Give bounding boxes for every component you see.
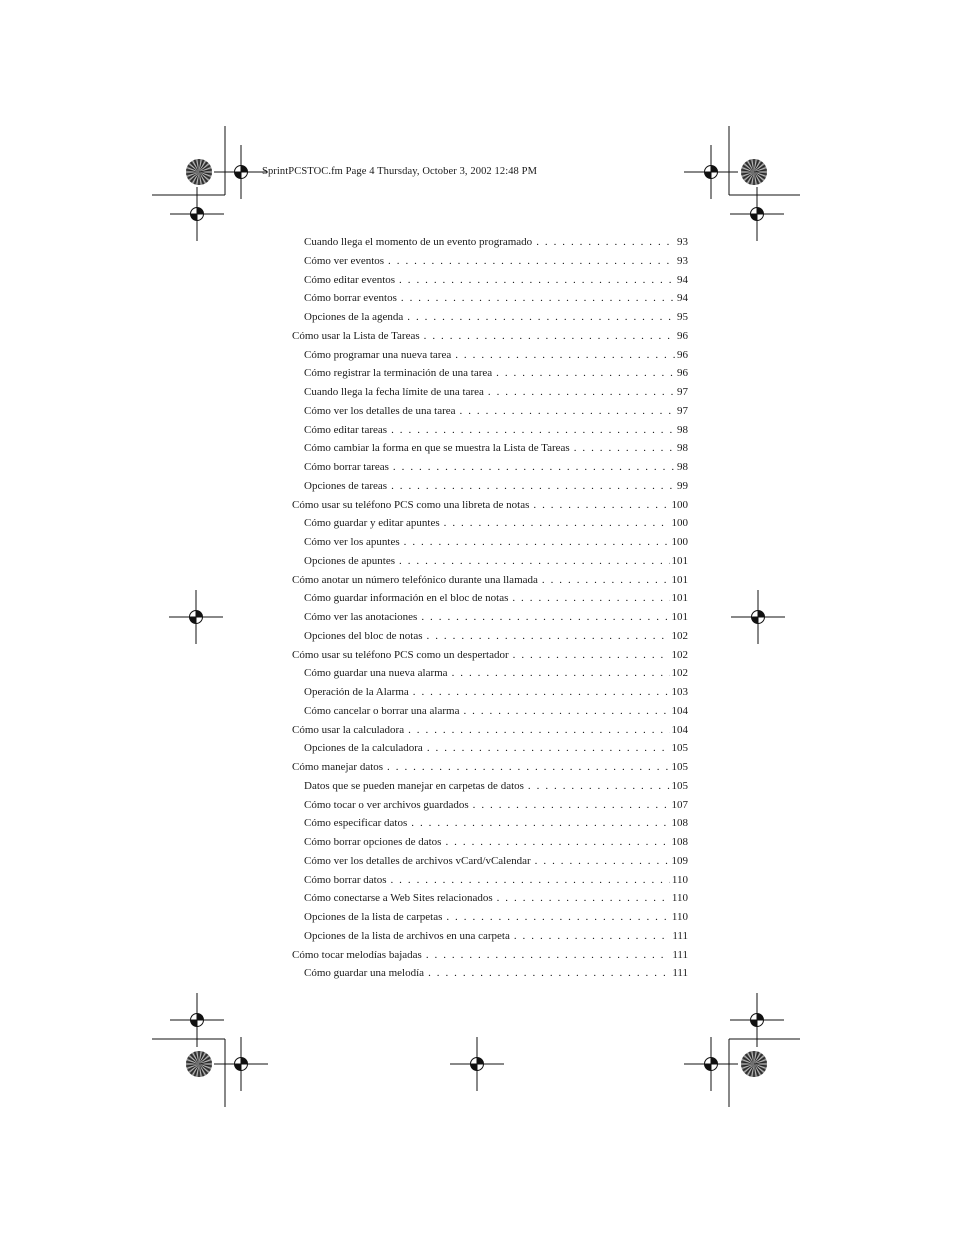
toc-dot-leader (421, 608, 669, 627)
starburst-target-icon (186, 159, 212, 185)
toc-entry-title: Cómo editar eventos (304, 273, 396, 286)
toc-entry (292, 439, 688, 458)
toc-entry-title: Operación de la Alarma (304, 686, 409, 698)
toc-entry-title: Cómo usar su teléfono PCS como un despertador (292, 648, 509, 661)
toc-entry (292, 646, 688, 665)
toc-entry-page: 95 (677, 311, 688, 323)
toc-entry (292, 383, 688, 402)
toc-entry-title: Cuando llega el momento de un evento programado (304, 236, 533, 248)
toc-entry-page: 97 (677, 386, 688, 398)
toc-entry-title: Opciones de la lista de carpetas (304, 911, 443, 923)
toc-dot-leader (391, 421, 675, 440)
toc-entry (292, 589, 688, 608)
toc-entry (292, 571, 688, 590)
toc-entry (292, 946, 688, 965)
toc-entry-title: Datos que se pueden manejar en carpetas de datos (304, 779, 524, 792)
toc-dot-leader (514, 927, 670, 946)
toc-dot-leader (444, 514, 670, 533)
starburst-target-icon (741, 159, 767, 185)
toc-entry (292, 533, 688, 552)
toc-entry (292, 496, 688, 515)
toc-entry (292, 252, 688, 271)
toc-entry-title: Cómo ver eventos (304, 254, 385, 267)
toc-entry-title: Opciones de apuntes (304, 554, 396, 567)
toc-entry (292, 683, 688, 702)
toc-dot-leader (533, 496, 669, 515)
toc-entry-title: Cómo usar su teléfono PCS como una libreta de notas (292, 498, 530, 511)
toc-entry-title: Cómo cancelar o borrar una alarma (304, 704, 460, 717)
toc-entry (292, 327, 688, 346)
toc-entry-page: 105 (671, 742, 688, 755)
toc-entry (292, 233, 688, 252)
registration-mark-icon (169, 590, 223, 644)
toc-entry-title: Cómo guardar una melodía (304, 967, 425, 980)
toc-entry-page: 108 (671, 817, 688, 830)
toc-dot-leader (497, 889, 670, 908)
toc-entry-page: 93 (677, 254, 688, 267)
toc-entry-title: Opciones de la calculadora (304, 742, 423, 755)
toc-entry-page: 102 (671, 629, 688, 642)
toc-dot-leader (446, 908, 670, 927)
toc-entry-page: 96 (677, 348, 688, 361)
toc-entry-page: 98 (677, 442, 688, 455)
toc-dot-leader (387, 758, 669, 777)
starburst-target-icon (186, 1051, 212, 1077)
toc-entry-title: Cómo guardar y editar apuntes (304, 517, 440, 530)
toc-entry (292, 271, 688, 290)
toc-entry-title: Cómo editar tareas (304, 423, 388, 436)
toc-dot-leader (536, 233, 675, 252)
toc-dot-leader (399, 271, 675, 290)
toc-entry (292, 552, 688, 571)
toc-entry-page: 102 (671, 667, 688, 680)
toc-entry-title: Cómo programar una nueva tarea (304, 348, 452, 361)
toc-entry (292, 758, 688, 777)
registration-mark-icon (684, 1037, 738, 1091)
toc-entry-title: Cómo anotar un número telefónico durante una llamada (292, 573, 538, 586)
toc-entry-page: 100 (671, 536, 688, 548)
toc-entry-page: 110 (671, 892, 688, 905)
toc-dot-leader (445, 833, 669, 852)
registration-mark-icon (214, 145, 268, 199)
toc-entry-title: Opciones de la lista de archivos en una carpeta (304, 929, 510, 942)
toc-dot-leader (427, 739, 670, 758)
toc-entry-title: Cómo ver los detalles de una tarea (304, 404, 456, 417)
registration-mark-icon (214, 1037, 268, 1091)
toc-entry-page: 98 (677, 423, 688, 436)
toc-dot-leader (535, 852, 670, 871)
toc-entry-page: 111 (672, 929, 688, 942)
toc-entry-title: Cómo usar la calculadora (292, 723, 405, 736)
toc-dot-leader (390, 871, 669, 890)
registration-mark-icon (684, 145, 738, 199)
toc-entry (292, 514, 688, 533)
toc-entry-title: Cómo cambiar la forma en que se muestra la Lista de Tareas (304, 442, 570, 455)
toc-entry-page: 104 (671, 704, 688, 717)
toc-entry-page: 96 (677, 329, 688, 342)
toc-dot-leader (496, 364, 675, 383)
toc-entry (292, 739, 688, 758)
toc-dot-leader (455, 346, 675, 365)
registration-mark-icon (731, 590, 785, 644)
toc-entry (292, 871, 688, 890)
toc-entry (292, 402, 688, 421)
toc-dot-leader (413, 683, 670, 702)
toc-entry (292, 308, 688, 327)
toc-entry-title: Cómo conectarse a Web Sites relacionados (304, 892, 493, 905)
toc-dot-leader (424, 327, 675, 346)
toc-entry (292, 608, 688, 627)
toc-entry (292, 852, 688, 871)
toc-entry (292, 796, 688, 815)
toc-entry-page: 103 (671, 686, 688, 698)
toc-dot-leader (574, 439, 675, 458)
toc-entry-page: 110 (671, 911, 688, 923)
toc-entry-title: Cómo ver los detalles de archivos vCard/vCalendar (304, 854, 531, 867)
toc-entry-page: 102 (671, 648, 688, 661)
toc-entry-title: Cómo especificar datos (304, 817, 408, 830)
toc-entry-title: Opciones de tareas (304, 479, 388, 492)
toc-entry-page: 105 (671, 779, 688, 792)
toc-entry-title: Cómo manejar datos (292, 761, 384, 773)
starburst-target-icon (741, 1051, 767, 1077)
toc-entry (292, 814, 688, 833)
toc-entry-page: 97 (677, 404, 688, 417)
toc-entry (292, 702, 688, 721)
toc-dot-leader (408, 721, 669, 740)
toc-entry-page: 101 (671, 554, 688, 567)
toc-entry-title: Cómo ver los apuntes (304, 536, 400, 548)
toc-entry (292, 927, 688, 946)
toc-entry (292, 908, 688, 927)
toc-entry-title: Cómo borrar tareas (304, 461, 389, 473)
registration-mark-icon (450, 1037, 504, 1091)
toc-entry (292, 889, 688, 908)
toc-dot-leader (460, 402, 675, 421)
toc-dot-leader (426, 946, 670, 965)
toc-entry-title: Cómo ver las anotaciones (304, 611, 418, 623)
toc-entry-page: 99 (677, 479, 688, 492)
toc-entry-title: Cómo borrar datos (304, 873, 387, 886)
toc-entry-page: 101 (671, 611, 688, 623)
toc-entry-title: Cómo tocar melodías bajadas (292, 948, 422, 961)
toc-dot-leader (411, 814, 669, 833)
toc-entry-title: Opciones de la agenda (304, 311, 404, 323)
toc-entry (292, 477, 688, 496)
toc-entry-title: Cómo guardar información en el bloc de notas (304, 592, 509, 605)
toc-entry-title: Cómo borrar opciones de datos (304, 836, 442, 848)
toc-entry-title: Cómo guardar una nueva alarma (304, 667, 448, 680)
toc-entry-page: 94 (677, 292, 688, 305)
toc-entry-page: 111 (672, 948, 688, 961)
toc-entry (292, 964, 688, 983)
toc-entry-page: 101 (671, 573, 688, 586)
toc-dot-leader (463, 702, 669, 721)
toc-entry-page: 96 (677, 367, 688, 380)
toc-dot-leader (391, 477, 675, 496)
toc-entry-page: 108 (671, 836, 688, 848)
toc-entry-title: Cómo tocar o ver archivos guardados (304, 798, 469, 811)
toc-entry-page: 109 (671, 854, 688, 867)
toc-entry (292, 346, 688, 365)
toc-entry-title: Cuando llega la fecha límite de una tarea (304, 386, 484, 398)
toc-entry-page: 98 (677, 461, 688, 473)
toc-dot-leader (393, 458, 675, 477)
toc-entry-page: 111 (672, 967, 688, 980)
toc-entry-page: 100 (671, 498, 688, 511)
toc-dot-leader (427, 627, 670, 646)
toc-dot-leader (488, 383, 675, 402)
toc-entry (292, 833, 688, 852)
toc-dot-leader (401, 289, 675, 308)
toc-dot-leader (404, 533, 670, 552)
toc-entry (292, 627, 688, 646)
toc-entry (292, 289, 688, 308)
toc-entry (292, 458, 688, 477)
toc-entry (292, 421, 688, 440)
toc-dot-leader (528, 777, 670, 796)
toc-entry-page: 107 (671, 798, 688, 811)
toc-dot-leader (399, 552, 669, 571)
toc-entry-title: Cómo usar la Lista de Tareas (292, 329, 420, 342)
toc-entry-page: 93 (677, 236, 688, 248)
toc-dot-leader (542, 571, 670, 590)
toc-entry (292, 364, 688, 383)
toc-entry (292, 721, 688, 740)
toc-dot-leader (473, 796, 670, 815)
toc-dot-leader (512, 589, 669, 608)
toc-entry-title: Opciones del bloc de notas (304, 629, 423, 642)
toc-entry-title: Cómo borrar eventos (304, 292, 397, 305)
print-slug-header: SprintPCSTOC.fm Page 4 Thursday, October 3, 2002 12:48 PM (262, 166, 538, 177)
toc-dot-leader (452, 664, 670, 683)
toc-dot-leader (407, 308, 675, 327)
toc-entry-page: 94 (677, 273, 688, 286)
toc-entry (292, 777, 688, 796)
toc-dot-leader (513, 646, 670, 665)
toc-entry-page: 110 (671, 873, 688, 886)
toc-entry-title: Cómo registrar la terminación de una tarea (304, 367, 493, 380)
table-of-contents (292, 233, 688, 983)
toc-dot-leader (388, 252, 675, 271)
toc-entry (292, 664, 688, 683)
toc-entry-page: 100 (671, 517, 688, 530)
toc-dot-leader (428, 964, 670, 983)
toc-entry-page: 101 (671, 592, 688, 605)
toc-entry-page: 104 (671, 723, 688, 736)
toc-entry-page: 105 (671, 761, 688, 773)
